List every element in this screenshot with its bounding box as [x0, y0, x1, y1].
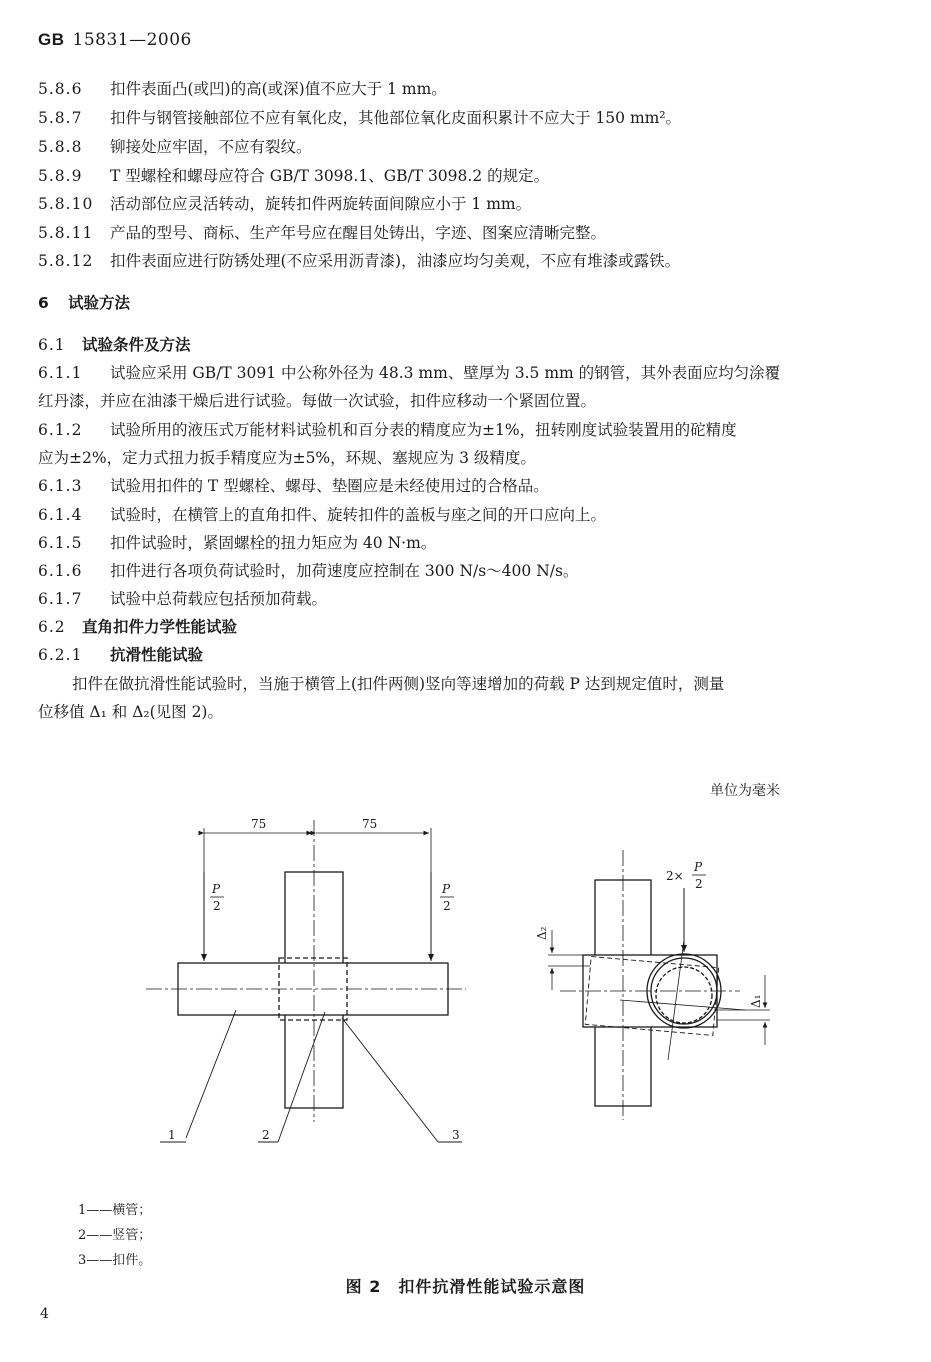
- clause-6-1-5: 6.1.5 扣件试验时，紧固螺栓的扭力矩应为 40 N·m。: [38, 534, 437, 552]
- label-1: 1: [168, 1128, 176, 1142]
- clause-5-8-12: 5.8.12 扣件表面应进行防锈处理(不应采用沥青漆)，油漆应均匀美观，不应有堆漆或露铁。: [38, 252, 681, 270]
- svg-text:P: P: [442, 882, 451, 896]
- section-6-heading: 6 试验方法: [38, 294, 131, 312]
- figure-2-drawing: [0, 770, 931, 1190]
- standard-code: GB: [38, 30, 65, 49]
- clause-5-8-7: 5.8.7 扣件与钢管接触部位不应有氧化皮，其他部位氧化皮面积累计不应大于 150 mm²。: [38, 109, 682, 127]
- label-3: 3: [452, 1128, 460, 1142]
- clause-6-1-3: 6.1.3 试验用扣件的 T 型螺栓、螺母、垫圈应是未经使用过的合格品。: [38, 477, 549, 495]
- standard-header: [38, 30, 192, 50]
- clause-5-8-11: 5.8.11 产品的型号、商标、生产年号应在醒目处铸出，字迹、图案应清晰完整。: [38, 224, 607, 242]
- dim-right-label: 75: [362, 817, 378, 831]
- delta-2-label: Δ₂: [535, 926, 549, 940]
- clause-6-1-2-cont: 应为±2%，定力式扭力扳手精度应为±5%，环规、塞规应为 3 级精度。: [38, 449, 536, 467]
- clause-6-1-7: 6.1.7 试验中总荷载应包括预加荷载。: [38, 590, 328, 608]
- dim-left-label: 75: [251, 817, 267, 831]
- svg-text:2×: 2×: [666, 869, 684, 883]
- standard-number: 15831—2006: [72, 30, 192, 50]
- clause-5-8-9: 5.8.9 T 型螺栓和螺母应符合 GB/T 3098.1、GB/T 3098.2 的规定。: [38, 167, 550, 185]
- svg-text:2: 2: [443, 899, 451, 913]
- page-number: 4: [40, 1306, 49, 1322]
- legend-item-1: 1——横管；: [78, 1203, 152, 1218]
- delta-1-label: Δ₁: [749, 994, 763, 1008]
- clause-6-1-2: 6.1.2 试验所用的液压式万能材料试验机和百分表的精度应为±1%，扭转刚度试验装置用的砣精度: [38, 421, 737, 439]
- clause-6-1-4: 6.1.4 试验时，在横管上的直角扣件、旋转扣件的盖板与座之间的开口应向上。: [38, 506, 607, 524]
- unit-note: 单位为毫米: [710, 783, 780, 799]
- clause-5-8-6: 5.8.6 扣件表面凸(或凹)的高(或深)值不应大于 1 mm。: [38, 80, 447, 98]
- section-6-1-heading: 6.1 试验条件及方法: [38, 336, 191, 354]
- clause-5-8-8: 5.8.8 铆接处应牢固，不应有裂纹。: [38, 138, 312, 156]
- legend-item-2: 2——竖管；: [78, 1228, 152, 1243]
- svg-text:P: P: [694, 860, 703, 874]
- svg-text:2: 2: [213, 899, 221, 913]
- svg-text:P: P: [212, 882, 221, 896]
- svg-text:2: 2: [695, 877, 703, 891]
- legend-item-3: 3——扣件。: [78, 1253, 152, 1268]
- section-6-2-heading: 6.2 直角扣件力学性能试验: [38, 618, 238, 636]
- clause-6-1-1: 6.1.1 试验应采用 GB/T 3091 中公称外径为 48.3 mm、壁厚为 3.5 mm 的钢管，其外表面应均匀涂覆: [38, 364, 781, 382]
- clause-6-1-6: 6.1.6 扣件进行各项负荷试验时，加荷速度应控制在 300 N/s～400 N/s。: [38, 562, 579, 580]
- paragraph-6-2-1-cont: 位移值 Δ₁ 和 Δ₂(见图 2)。: [38, 703, 223, 721]
- label-2: 2: [262, 1128, 270, 1142]
- figure-caption: 图 2 扣件抗滑性能试验示意图: [345, 1277, 586, 1296]
- clause-6-1-1-cont: 红丹漆，并应在油漆干燥后进行试验。每做一次试验，扣件应移动一个紧固位置。: [38, 392, 597, 410]
- section-6-2-1-heading: 6.2.1 抗滑性能试验: [38, 646, 204, 664]
- clause-5-8-10: 5.8.10 活动部位应灵活转动，旋转扣件两旋转面间隙应小于 1 mm。: [38, 195, 532, 213]
- paragraph-6-2-1: 扣件在做抗滑性能试验时，当施于横管上(扣件两侧)竖向等速增加的荷载 P 达到规定值时，测量: [72, 675, 725, 693]
